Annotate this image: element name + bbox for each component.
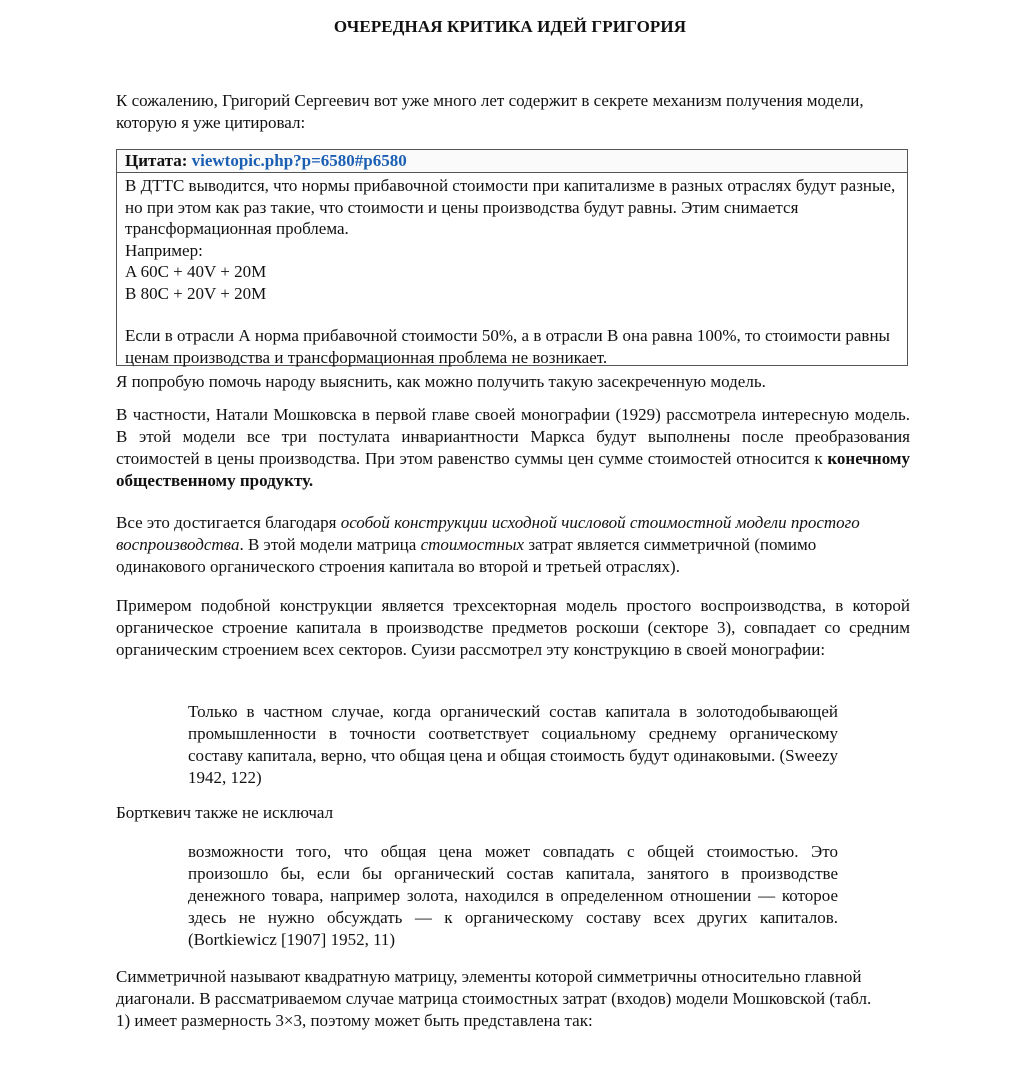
quote-line-a: A 60C + 40V + 20M: [125, 262, 267, 281]
p2-text-3: затрат является симметричной (помимо одинакового органического строения капитала во второй и третьей отраслях).: [116, 535, 817, 576]
p2-italic-1: особой конструкции исходной числовой стоимостной модели простого воспроизводства: [116, 513, 860, 554]
quote-line-b: B 80C + 20V + 20M: [125, 283, 267, 303]
paragraph-construction: [116, 512, 910, 578]
p2-text-2: . В этой модели матрица: [239, 535, 421, 554]
paragraph-moszkowska-bold: конечному общественному продукту.: [116, 449, 910, 490]
p2-italic-2: стоимостных: [420, 535, 525, 554]
page-title: ОЧЕРЕДНАЯ КРИТИКА ИДЕЙ ГРИГОРИЯ: [333, 17, 687, 36]
quote-paragraph-2: Если в отрасли А норма прибавочной стоимости 50%, а в отрасли В она равна 100%, то стоимости равны ценам производства и трансформационная проблема не возникает.: [125, 326, 890, 367]
paragraph-moszkowska: [116, 404, 910, 492]
quote-label: Цитата:: [125, 151, 188, 170]
quote-paragraph-1: В ДТТС выводится, что нормы прибавочной стоимости при капитализме в разных отраслях будут разные, но при этом как раз такие, что стоимости и цены производства будут равны. Этим снимается трансформационная проблема.: [125, 176, 896, 238]
quote-box: [116, 149, 908, 366]
blockquote-sweezy: Только в частном случае, когда органический состав капитала в золотодобывающей промышленности в точности соответствует социальному среднему органическому составу капитала, верно, что общая цена и общая стоимость будут одинаковыми. (Sweezy 1942, 122): [188, 702, 838, 787]
intro-paragraph: К сожалению, Григорий Сергеевич вот уже много лет содержит в секрете механизм получения модели, которую я уже цитировал:: [116, 91, 864, 132]
quote-header: [117, 150, 907, 173]
blockquote-bortkiewicz: возможности того, что общая цена может совпадать с общей стоимостью. Это произошло бы, если бы органический состав капитала, занятого в производстве денежного товара, например золота, находился в определенном отношении — которое здесь не нужно обсуждать — к органическому составу всех других капиталов. (Bortkiewicz [1907] 1952, 11): [188, 842, 838, 949]
paragraph-symmetric: Симметричной называют квадратную матрицу, элементы которой симметричны относительно главной диагонали. В рассматриваемом случае матрица стоимостных затрат (входов) модели Мошковской (табл. 1) имеет размерность 3×3, поэтому может быть представлена так:: [116, 967, 872, 1030]
try-paragraph: Я попробую помочь народу выяснить, как можно получить такую засекреченную модель.: [116, 372, 766, 391]
quote-example-label: Например:: [125, 240, 203, 260]
p2-text-1: Все это достигается благодаря: [116, 513, 341, 532]
quote-source-link[interactable]: viewtopic.php?p=6580#p6580: [191, 151, 407, 170]
quote-body: [117, 173, 907, 368]
paragraph-moszkowska-text: В частности, Натали Мошковска в первой главе своей монографии (1929) рассмотрела интересную модель. В этой модели все три постулата инвариантности Маркса будут выполнены после преобразования стоимостей в цены производства. При этом равенство суммы цен сумме стоимостей относится к: [116, 405, 910, 468]
paragraph-example: Примером подобной конструкции является трехсекторная модель простого воспроизводства, в которой органическое строение капитала в производстве предметов роскоши (секторе 3), совпадает со средним органическим строением всех секторов. Суизи рассмотрел эту конструкцию в своей монографии:: [116, 596, 910, 659]
paragraph-bortkevich: Борткевич также не исключал: [116, 803, 334, 822]
